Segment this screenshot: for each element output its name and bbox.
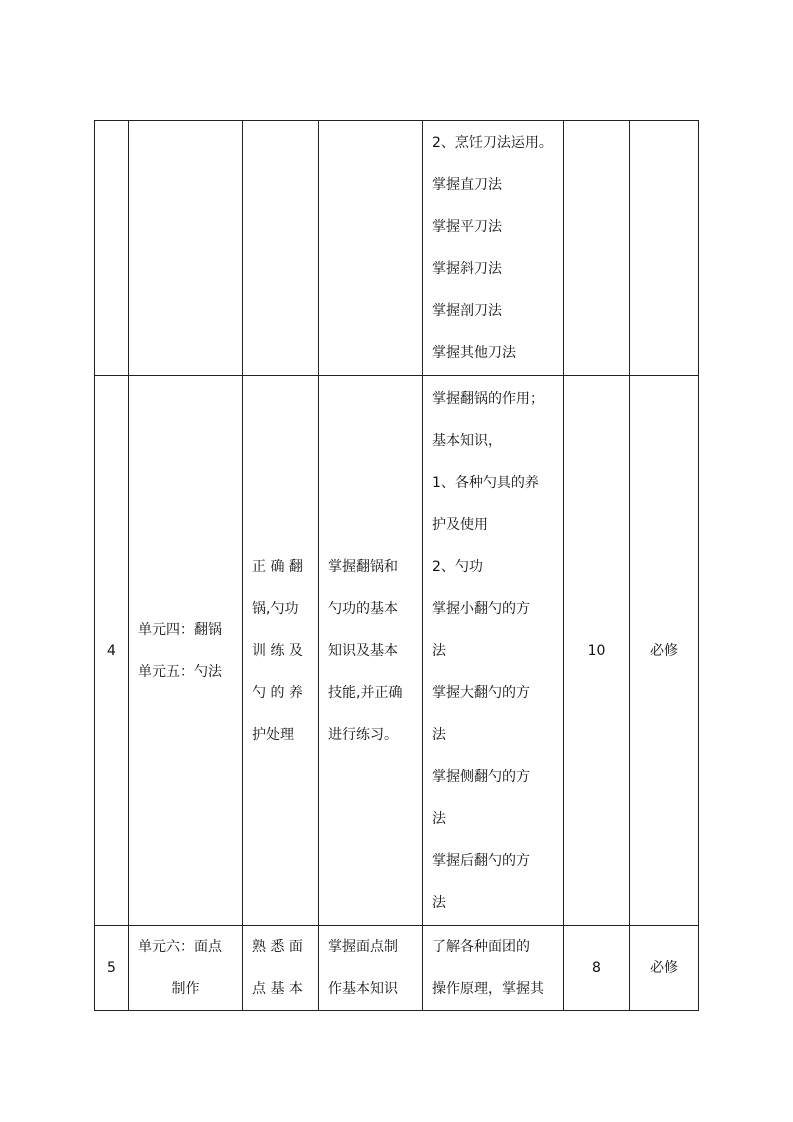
content-line: 护及使用: [432, 516, 488, 533]
requirement-line: 技能,并正确: [328, 684, 403, 701]
content-line: 了解各种面团的: [432, 939, 530, 955]
content-line: 操作原理，掌握其: [432, 981, 544, 997]
content-cell: [423, 926, 564, 1011]
objective-cell: [243, 121, 319, 376]
content-line: 掌握大翻勺的方: [432, 684, 530, 701]
course-type-cell: [630, 376, 699, 926]
curriculum-table: [94, 120, 699, 1011]
objective-cell: [243, 926, 319, 1011]
content-line: 掌握小翻勺的方: [432, 600, 530, 617]
table-row: [95, 926, 699, 1011]
unit-title: 单元四：翻锅: [138, 621, 222, 638]
unit-cell: [129, 376, 243, 926]
table-row: [95, 376, 699, 926]
content-line: 法: [432, 642, 446, 659]
content-cell: [423, 376, 564, 926]
requirement-cell: [319, 926, 423, 1011]
row-number: 5: [107, 960, 116, 976]
row-number-cell: [95, 376, 129, 926]
course-type: 必修: [650, 642, 678, 659]
course-type-cell: [630, 926, 699, 1011]
content-line: 法: [432, 894, 446, 911]
objective-line: 熟 悉 面: [252, 939, 303, 955]
hours-value: 8: [592, 960, 601, 976]
table-row: [95, 121, 699, 376]
unit-cell: [129, 121, 243, 376]
requirement-line: 知识及基本: [328, 642, 398, 659]
requirement-line: 掌握面点制: [328, 939, 398, 955]
requirement-line: 勺功的基本: [328, 600, 398, 617]
content-line: 法: [432, 726, 446, 743]
content-line: 掌握其他刀法: [432, 345, 516, 361]
requirement-cell: [319, 376, 423, 926]
row-number-cell: [95, 121, 129, 376]
objective-line: 护处理: [252, 726, 294, 743]
objective-cell: [243, 376, 319, 926]
content-line: 法: [432, 810, 446, 827]
unit-title: 制作: [171, 981, 200, 997]
hours-cell: [564, 121, 630, 376]
hours-cell: [564, 376, 630, 926]
content-line: 掌握翻锅的作用；: [432, 390, 544, 407]
hours-value: 10: [587, 642, 606, 659]
unit-title: 单元六：面点: [138, 939, 222, 955]
content-line: 掌握后翻勺的方: [432, 852, 530, 869]
content-line: 掌握斜刀法: [432, 261, 502, 277]
requirement-line: 掌握翻锅和: [328, 558, 398, 575]
objective-line: 训 练 及: [252, 642, 303, 659]
requirement-line: 作基本知识: [328, 981, 398, 997]
objective-line: 勺 的 养: [252, 684, 303, 701]
content-line: 2、勺功: [432, 558, 483, 575]
course-type: 必修: [650, 960, 678, 976]
requirement-line: 进行练习。: [328, 726, 398, 743]
objective-line: 正 确 翻: [252, 558, 303, 575]
unit-title: 单元五：勺法: [138, 663, 222, 680]
hours-cell: [564, 926, 630, 1011]
content-line: 掌握平刀法: [432, 219, 502, 235]
content-line: 2、烹饪刀法运用。: [432, 135, 553, 151]
row-number-cell: [95, 926, 129, 1011]
content-line: 基本知识，: [432, 432, 502, 449]
content-line: 掌握剖刀法: [432, 303, 502, 319]
content-line: 掌握侧翻勺的方: [432, 768, 530, 785]
unit-cell: [129, 926, 243, 1011]
objective-line: 锅,勺功: [252, 600, 299, 617]
course-type-cell: [630, 121, 699, 376]
content-cell: [423, 121, 564, 376]
content-line: 掌握直刀法: [432, 177, 502, 193]
objective-line: 点 基 本: [252, 981, 303, 997]
requirement-cell: [319, 121, 423, 376]
row-number: 4: [107, 642, 116, 659]
content-line: 1、各种勺具的养: [432, 474, 539, 491]
